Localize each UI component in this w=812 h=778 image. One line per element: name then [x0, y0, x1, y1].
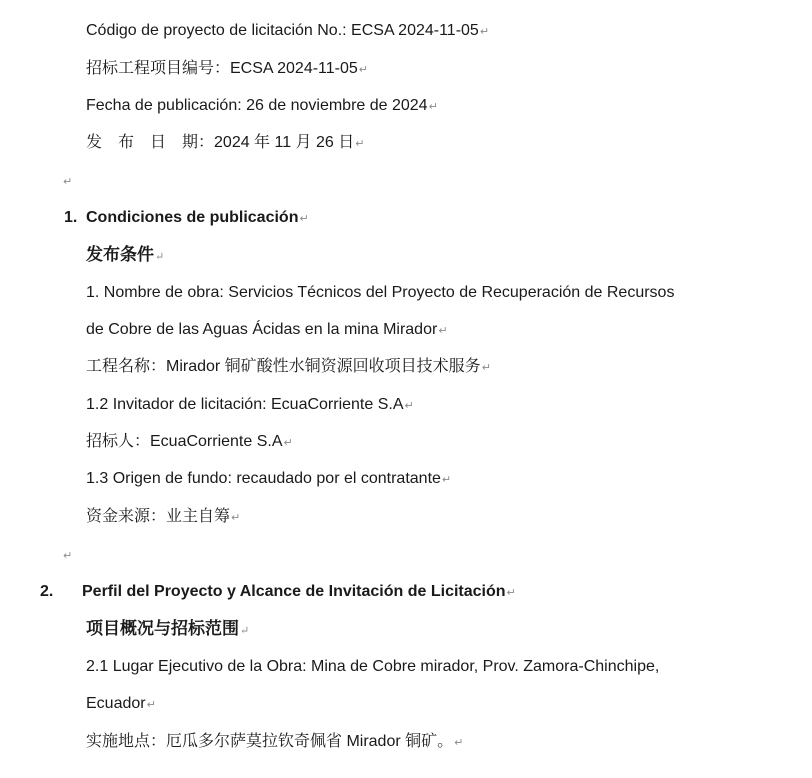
paragraph-mark-icon: ↵: [155, 250, 165, 263]
paragraph-mark-icon: ↵: [481, 362, 491, 374]
section-1-title-es: Condiciones de publicación↵: [86, 209, 309, 226]
paragraph-mark-icon: ↵: [358, 64, 369, 76]
paragraph-mark-icon: ↵: [438, 325, 448, 337]
paragraph-mark-icon: ↵: [283, 437, 293, 449]
paragraph-mark-icon: ↵: [299, 213, 309, 225]
section-2-number: 2.: [40, 583, 54, 600]
section-1-item-1-es-line-2: de Cobre de las Aguas Ácidas en la mina Mirador↵: [86, 321, 448, 338]
paragraph-mark-icon: ↵: [355, 138, 365, 150]
section-1-number: 1.: [64, 209, 78, 226]
empty-paragraph: [62, 170, 72, 193]
paragraph-mark-icon: ↵: [63, 176, 73, 188]
paragraph-mark-icon: ↵: [240, 624, 250, 637]
section-1-item-2-es: 1.2 Invitador de licitación: EcuaCorriente S.A↵: [86, 396, 414, 413]
section-2-item-1-es-line-2: Ecuador↵: [86, 695, 156, 712]
project-code-cn: 招标工程项目编号：ECSA 2024-11-05↵: [86, 60, 369, 77]
paragraph-mark-icon: ↵: [428, 101, 438, 113]
section-1-item-1-cn: 工程名称：Mirador 铜矿酸性水铜资源回收项目技术服务↵: [86, 358, 491, 375]
section-2-title-cn: 项目概况与招标范围↵: [86, 619, 250, 639]
section-2-item-1-es-line-1: 2.1 Lugar Ejecutivo de la Obra: Mina de Cobre mirador, Prov. Zamora-Chinchipe,: [86, 658, 660, 675]
paragraph-mark-icon: ↵: [441, 474, 452, 486]
paragraph-mark-icon: ↵: [479, 26, 490, 38]
project-code-es: Código de proyecto de licitación No.: ECSA 2024-11-05↵: [86, 22, 490, 39]
publication-date-es: Fecha de publicación: 26 de noviembre de 2024↵: [86, 97, 438, 114]
section-2-item-1-cn: 实施地点：厄瓜多尔萨莫拉钦奇佩省 Mirador 铜矿。↵: [86, 733, 464, 750]
paragraph-mark-icon: ↵: [506, 587, 516, 599]
empty-paragraph: [62, 544, 72, 567]
paragraph-mark-icon: ↵: [231, 512, 241, 524]
publication-date-cn: 发 布 日 期：2024 年 11 月 26 日↵: [86, 134, 365, 151]
section-1-title-cn: 发布条件↵: [86, 245, 165, 265]
section-1-item-1-es-line-1: 1. Nombre de obra: Servicios Técnicos del Proyecto de Recuperación de Recursos: [86, 284, 675, 301]
section-1-item-2-cn: 招标人：EcuaCorriente S.A↵: [86, 433, 293, 450]
paragraph-mark-icon: ↵: [404, 400, 414, 412]
paragraph-mark-icon: ↵: [146, 699, 156, 711]
section-1-item-3-es: 1.3 Origen de fundo: recaudado por el contratante↵: [86, 470, 452, 487]
paragraph-mark-icon: ↵: [63, 550, 73, 562]
section-1-item-3-cn: 资金来源：业主自筹↵: [86, 508, 241, 525]
paragraph-mark-icon: ↵: [454, 737, 464, 749]
section-2-title-es: Perfil del Proyecto y Alcance de Invitación de Licitación↵: [82, 583, 516, 600]
